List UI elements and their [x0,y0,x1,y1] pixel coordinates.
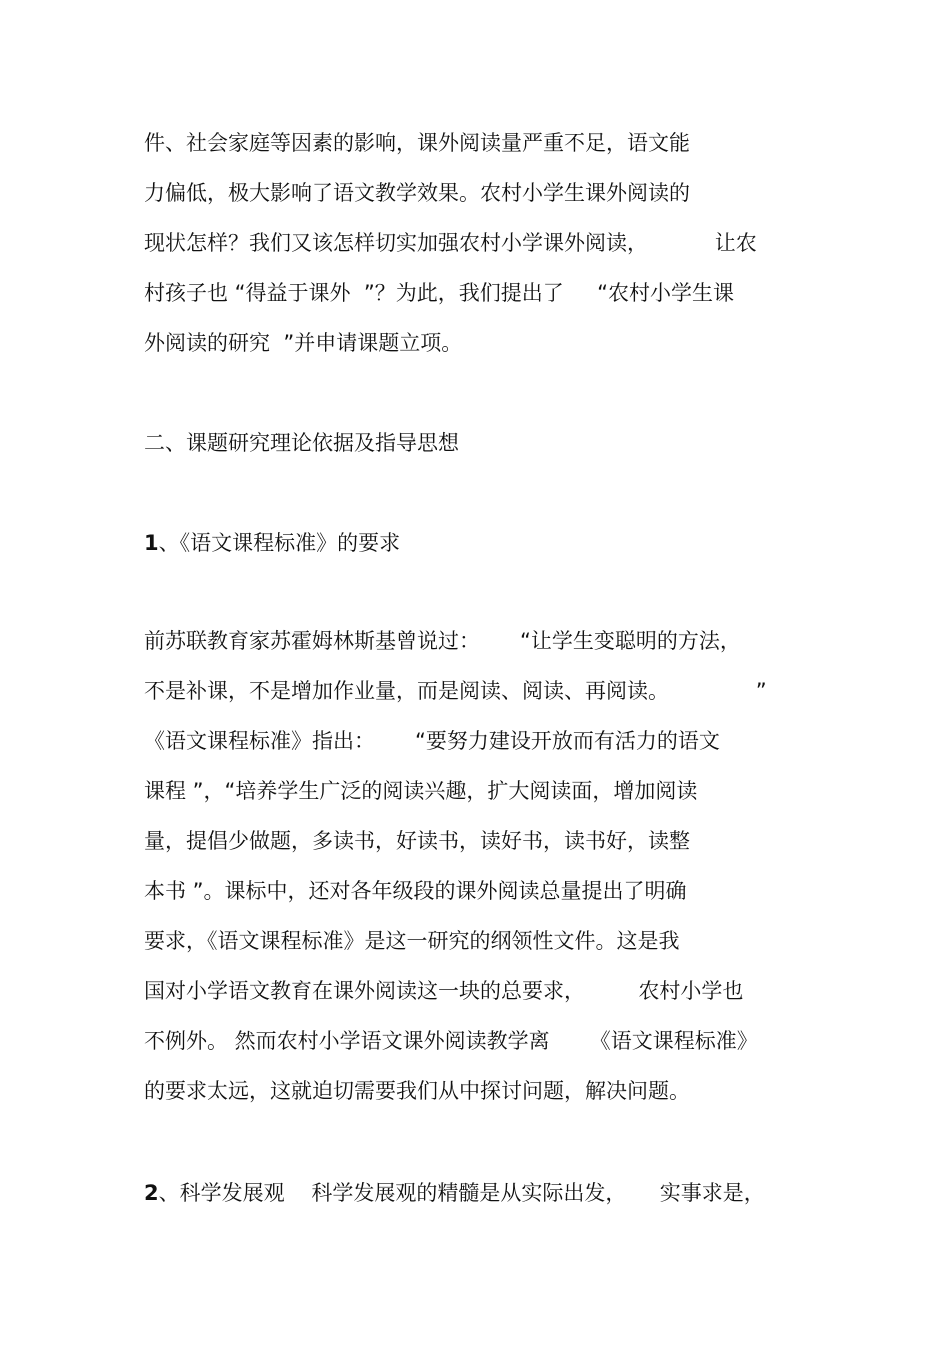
subsection-text: 、科学发展观 科学发展观的精髓是从实际出发， 实事求是， [158,1181,765,1205]
paragraph-line: 力偏低，极大影响了语文教学效果。农村小学生课外阅读的 [144,181,690,205]
paragraph-line: 现状怎样？我们又该怎样切实加强农村小学课外阅读， 让农 [144,231,757,255]
paragraph-line: 不是补课，不是增加作业量，而是阅读、阅读、再阅读。 ” [144,679,767,703]
subsection-number: 1 [144,531,159,555]
subsection-title: 、《语文课程标准》的要求 [158,531,401,555]
paragraph-line: 国对小学语文教育在课外阅读这一块的总要求， 农村小学也 [144,979,744,1003]
paragraph-line: 前苏联教育家苏霍姆林斯基曾说过： “让学生变聪明的方法， [144,629,741,653]
subsection-heading [144,528,400,558]
paragraph-line: 《语文课程标准》指出： “要努力建设开放而有活力的语文 [144,729,720,753]
paragraph-line: 量，提倡少做题，多读书，好读书，读好书，读书好，读整 [144,829,690,853]
paragraph-line: 件、社会家庭等因素的影响，课外阅读量严重不足，语文能 [144,131,690,155]
paragraph-line: 不例外。 然而农村小学语文课外阅读教学离 《语文课程标准》 [144,1029,758,1053]
subsection-heading [144,1178,765,1208]
section-heading: 二、课题研究理论依据及指导思想 [144,431,459,455]
subsection-number: 2 [144,1181,159,1205]
paragraph-line: 要求，《语文课程标准》是这一研究的纲领性文件。这是我 [144,929,680,953]
paragraph-line: 村孩子也 “得益于课外 ”？为此，我们提出了 “农村小学生课 [144,281,735,305]
paragraph-line: 本书 ”。课标中，还对各年级段的课外阅读总量提出了明确 [144,879,687,903]
paragraph-line: 课程 ”，“培养学生广泛的阅读兴趣，扩大阅读面，增加阅读 [144,779,698,803]
paragraph-line: 的要求太远，这就迫切需要我们从中探讨问题，解决问题。 [144,1079,690,1103]
paragraph-line: 外阅读的研究 ”并申请课题立项。 [144,331,463,355]
